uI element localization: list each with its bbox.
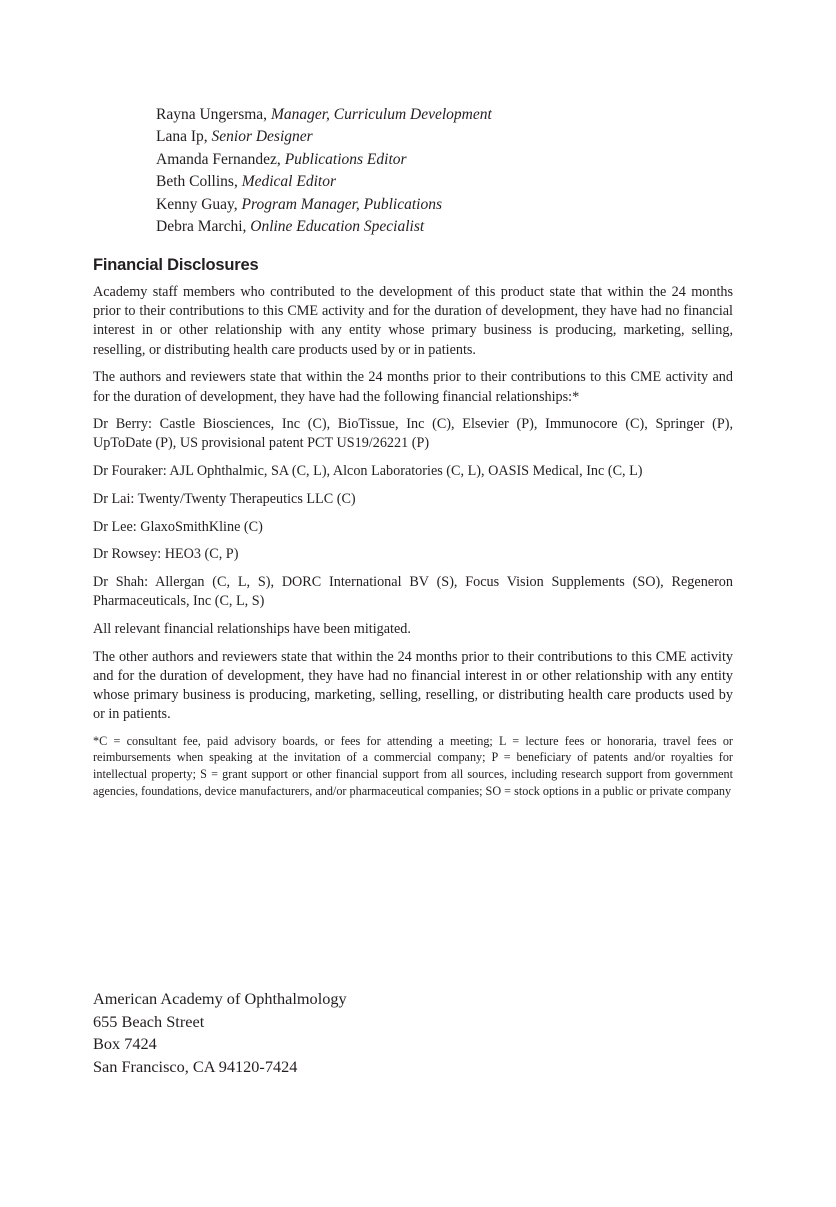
- disclosure-fouraker: Dr Fouraker: AJL Ophthalmic, SA (C, L), Alcon Laboratories (C, L), OASIS Medical, Inc (C, L): [93, 463, 643, 480]
- staff-role: Publications Editor: [284, 150, 407, 168]
- staff-list: [156, 104, 492, 238]
- staff-name: Amanda Fernandez,: [156, 150, 281, 168]
- staff-entry: [156, 194, 492, 216]
- staff-entry: [156, 104, 492, 126]
- paragraph-staff-statement: Academy staff members who contributed to the development of this product state that within the 24 months prior to their contributions to this CME activity and for the duration of development, they have had no financial interest in or other relationship with any entity whose primary business is producing, marketing, selling, reselling, or distributing health care products used by or in patients.: [93, 284, 733, 358]
- staff-role: Manager, Curriculum Development: [270, 106, 492, 123]
- publisher-address: [93, 988, 347, 1078]
- staff-entry: [156, 216, 492, 238]
- disclosure-shah: Dr Shah: Allergan (C, L, S), DORC International BV (S), Focus Vision Supplements (SO), Regeneron Pharmaceuticals, Inc (C, L, S): [93, 573, 733, 610]
- staff-role: Online Education Specialist: [250, 218, 425, 236]
- paragraph-authors-statement: The authors and reviewers state that within the 24 months prior to their contributions to this CME activity and for the duration of development, they have had the following financial relationships:*: [93, 369, 733, 405]
- section-heading: Financial Disclosures: [93, 256, 259, 274]
- disclosure-berry: Dr Berry: Castle Biosciences, Inc (C), BioTissue, Inc (C), Elsevier (P), Immunocore (C), Springer (P), UpToDate (P), US provisional patent PCT US19/26221 (P): [93, 416, 733, 452]
- address-box: Box 7424: [93, 1034, 157, 1054]
- disclosure-lee: Dr Lee: GlaxoSmithKline (C): [93, 518, 263, 535]
- staff-entry: [156, 149, 492, 171]
- address-city: San Francisco, CA 94120-7424: [93, 1056, 298, 1076]
- staff-name: Debra Marchi,: [156, 218, 247, 236]
- staff-entry: [156, 171, 492, 193]
- staff-role: Medical Editor: [241, 173, 336, 191]
- staff-role: Senior Designer: [211, 128, 313, 146]
- footnote: *C = consultant fee, paid advisory boards, or fees for attending a meeting; L = lecture fees or honoraria, travel fees or reimbursements when speaking at the invitation of a commercial company; P = beneficiary of patents and/or royalties for intellectual property; S = grant support or other financial support from all sources, including research support from government agencies, foundations, device manufacturers, and/or pharmaceutical companies; SO = stock options in a public or private company: [93, 733, 733, 798]
- disclosure-rowsey: Dr Rowsey: HEO3 (C, P): [93, 546, 239, 563]
- paragraph-mitigated: All relevant financial relationships have been mitigated.: [93, 620, 411, 637]
- staff-role: Program Manager, Publications: [241, 195, 443, 213]
- paragraph-other-authors: The other authors and reviewers state that within the 24 months prior to their contributions to this CME activity and for the duration of development, they have had no financial interest in or other relationship with any entity whose primary business is producing, marketing, selling, reselling, or distributing health care products used by or in patients.: [93, 648, 733, 723]
- staff-entry: [156, 126, 492, 148]
- staff-name: Lana Ip,: [156, 128, 208, 146]
- disclosures-body: [93, 283, 733, 808]
- disclosure-lai: Dr Lai: Twenty/Twenty Therapeutics LLC (C): [93, 490, 356, 507]
- address-street: 655 Beach Street: [93, 1011, 205, 1031]
- address-organization: American Academy of Ophthalmology: [93, 989, 347, 1008]
- staff-name: Kenny Guay,: [156, 195, 238, 213]
- staff-name: Beth Collins,: [156, 173, 238, 191]
- staff-name: Rayna Ungersma,: [156, 106, 268, 123]
